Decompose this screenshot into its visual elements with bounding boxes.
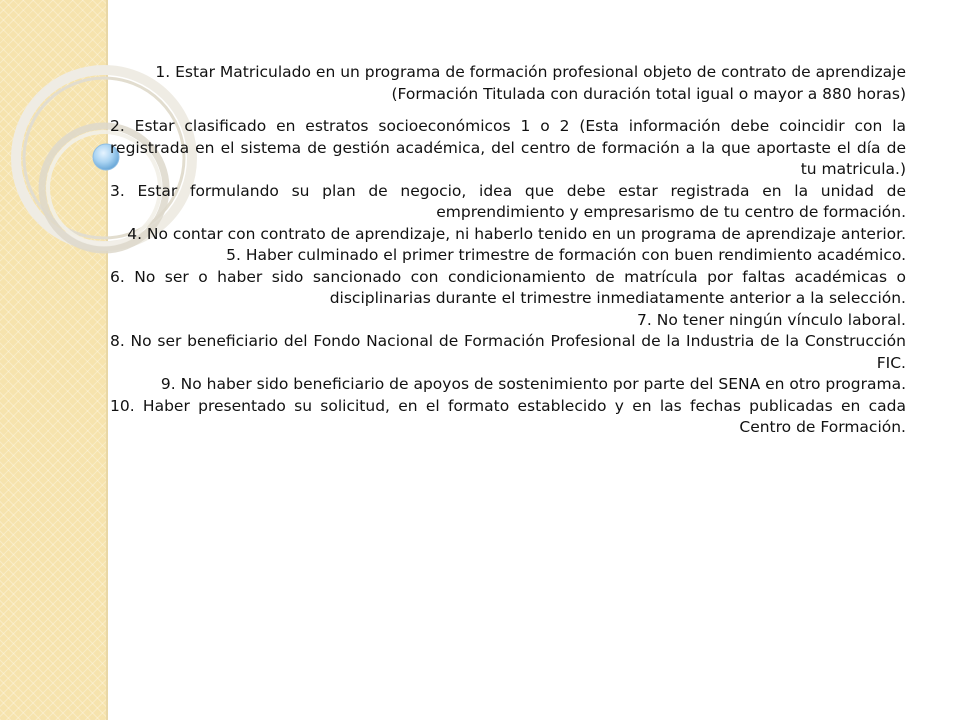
requirement-10: 10. Haber presentado su solicitud, en el formato establecido y en las fechas publicadas en cada Centro de Formación.: [110, 396, 906, 436]
requirement-2: 2. Estar clasificado en estratos socioeconómicos 1 o 2 (Esta información debe coincidir con la registrada en el sistema de gestión académica, del centro de formación a la que aportaste el día de tu matricula.): [110, 117, 906, 178]
requirements-list: [110, 62, 906, 439]
requirement-6: 6. No ser o haber sido sancionado con condicionamiento de matrícula por faltas académicas o disciplinarias durante el trimestre inmediatamente anterior a la selección.: [110, 267, 906, 307]
requirement-3: 3. Estar formulando su plan de negocio, idea que debe estar registrada en la unidad de emprendimiento y empresarismo de tu centro de formación.: [110, 181, 906, 221]
requirement-9: 9. No haber sido beneficiario de apoyos de sostenimiento por parte del SENA en otro programa.: [160, 375, 906, 393]
requirement-8: 8. No ser beneficiario del Fondo Nacional de Formación Profesional de la Industria de la Construcción FIC.: [110, 332, 906, 372]
requirement-1: 1. Estar Matriculado en un programa de formación profesional objeto de contrato de aprendizaje (Formación Titulada con duración total igual o mayor a 880 horas): [155, 63, 906, 103]
requirement-4: 4. No contar con contrato de aprendizaje, ni haberlo tenido en un programa de aprendizaje anterior.: [127, 224, 906, 243]
requirement-5: 5. Haber culminado el primer trimestre de formación con buen rendimiento académico.: [226, 246, 906, 264]
requirement-7: 7. No tener ningún vínculo laboral.: [637, 310, 906, 329]
